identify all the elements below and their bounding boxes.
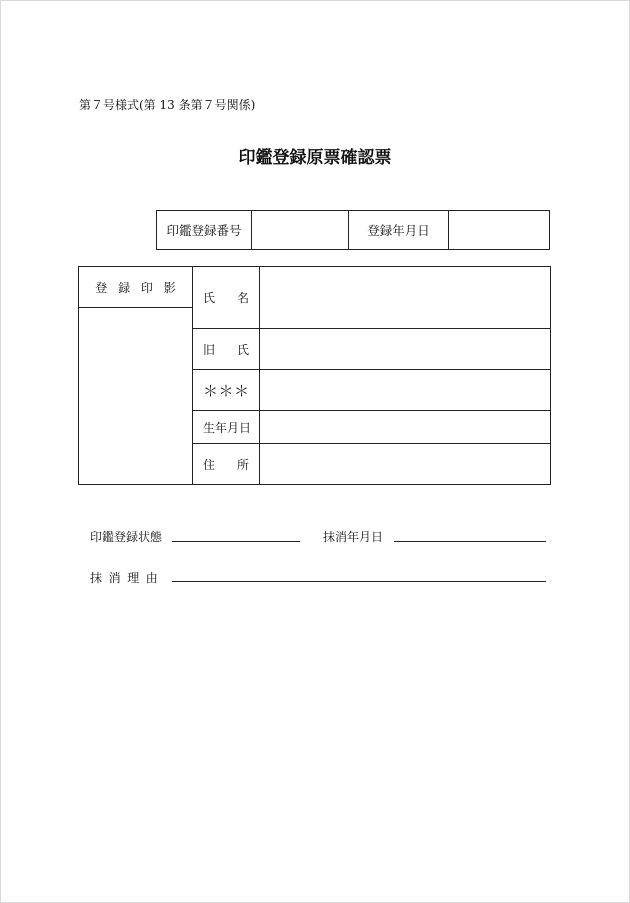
cancellation-date-line[interactable] [394,541,546,542]
registration-number-field[interactable] [252,211,349,249]
seal-details-table [78,266,551,485]
name-label-char-1: 氏 [203,291,216,305]
fields-column [193,267,550,484]
cancellation-date-label: 抹消年月日 [323,530,384,544]
former-surname-label-char-2: 氏 [236,342,249,357]
former-surname-label-char-1: 旧 [203,342,216,357]
name-row [193,267,550,329]
name-field[interactable] [260,267,550,328]
asterisk-1: ＊ [203,381,219,400]
former-surname-row [193,329,550,370]
registration-status-line[interactable] [172,541,300,542]
masked-row [193,370,550,411]
registration-number-label: 印鑑登録番号 [157,211,252,249]
birth-date-field[interactable] [260,411,550,443]
address-label-char-1: 住 [203,457,216,472]
document-title: 印鑑登録原票確認票 [238,148,392,168]
address-row [193,444,550,484]
birth-date-label: 生年月日 [193,411,260,443]
seal-column [79,267,193,484]
registration-date-field[interactable] [449,211,549,249]
former-surname-label [193,329,260,369]
seal-impression-label: 登録印影 [79,267,192,308]
former-surname-field[interactable] [260,329,550,369]
name-label-char-2: 名 [236,291,249,305]
asterisk-3: ＊ [233,381,249,400]
address-label-char-2: 所 [236,457,249,472]
registration-header-table [156,210,550,250]
name-label [193,267,260,328]
address-label [193,444,260,484]
registration-status-label: 印鑑登録状態 [90,530,163,544]
asterisk-2: ＊ [218,381,234,400]
registration-date-label: 登録年月日 [349,211,449,249]
cancellation-reason-label: 抹消理由 [90,571,165,585]
form-number: 第７号様式(第 13 条第７号関係) [79,98,256,112]
birth-date-row [193,411,550,444]
seal-impression-area [79,308,192,484]
cancellation-reason-line[interactable] [172,581,546,582]
address-field[interactable] [260,444,550,484]
masked-label [193,370,260,410]
masked-field[interactable] [260,370,550,410]
